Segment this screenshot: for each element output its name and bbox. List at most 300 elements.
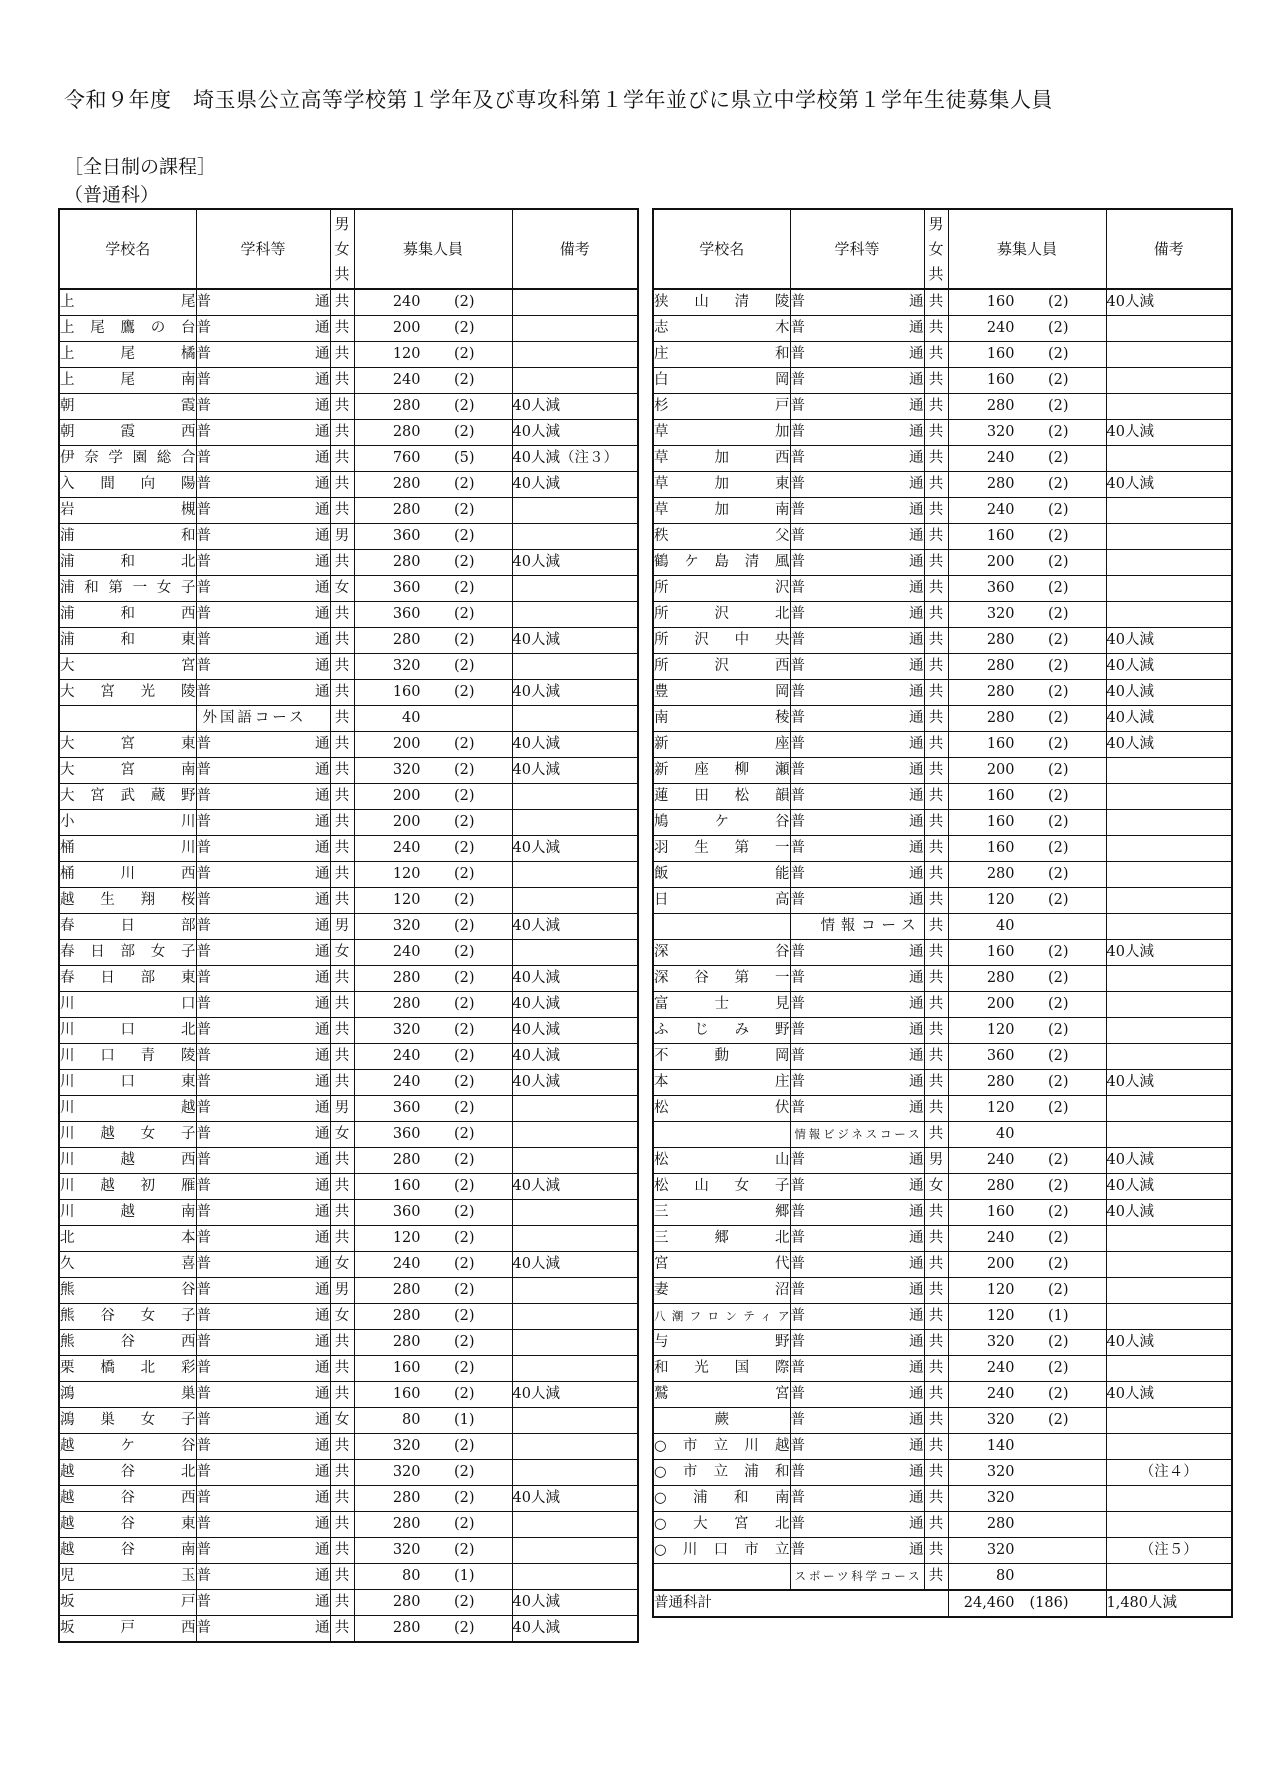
gender-type: 女 — [330, 1252, 354, 1278]
course-name: 普 通 — [790, 368, 924, 394]
capacity-value: 240 (2) — [948, 1356, 1106, 1382]
capacity-value: 80 (1) — [354, 1564, 512, 1590]
course-name: 普 通 — [196, 602, 330, 628]
capacity-value: 280 (2) — [354, 1304, 512, 1330]
gender-type: 共 — [924, 1226, 948, 1252]
school-name: ○市立川越 — [653, 1434, 790, 1460]
capacity-value: 280 (2) — [354, 1512, 512, 1538]
course-name: 普 通 — [790, 1096, 924, 1122]
gender-type: 男 — [924, 1148, 948, 1174]
school-name: 伊奈学園総合 — [59, 446, 196, 472]
school-name: 豊 岡 — [653, 680, 790, 706]
table-header-row — [59, 209, 638, 289]
course-name: 普 通 — [790, 1330, 924, 1356]
capacity-value: 760 (5) — [354, 446, 512, 472]
capacity-value: 160 (2) — [948, 810, 1106, 836]
table-row — [59, 1174, 638, 1200]
course-name: 普 通 — [196, 1434, 330, 1460]
school-name: 浦和北 — [59, 550, 196, 576]
capacity-value: 240 (2) — [354, 1070, 512, 1096]
school-name: 松山女子 — [653, 1174, 790, 1200]
school-name: 岩 槻 — [59, 498, 196, 524]
note-value: 40人減 — [512, 1590, 638, 1616]
course-name: 普 通 — [790, 758, 924, 784]
capacity-value: 240 (2) — [354, 1044, 512, 1070]
school-name: 越谷南 — [59, 1538, 196, 1564]
school-name: 鳩ケ谷 — [653, 810, 790, 836]
capacity-value: 280 (2) — [948, 966, 1106, 992]
note-value — [512, 888, 638, 914]
capacity-table-left — [58, 208, 639, 1643]
capacity-value: 320 — [948, 1486, 1106, 1512]
table-row — [653, 992, 1232, 1018]
school-name: 杉 戸 — [653, 394, 790, 420]
capacity-value: 120 (2) — [948, 1278, 1106, 1304]
gender-type: 共 — [924, 1252, 948, 1278]
capacity-value: 120 (2) — [948, 1018, 1106, 1044]
table-row — [59, 1590, 638, 1616]
gender-type: 共 — [924, 1538, 948, 1564]
school-name: 狭山清陵 — [653, 289, 790, 316]
table-row — [653, 316, 1232, 342]
school-name: 松 伏 — [653, 1096, 790, 1122]
course-header: 学科等 — [196, 209, 330, 289]
school-name: 鶴ケ島清風 — [653, 550, 790, 576]
note-value — [1106, 316, 1232, 342]
course-name: 普 通 — [790, 654, 924, 680]
school-name: 大宮南 — [59, 758, 196, 784]
note-value — [512, 1564, 638, 1590]
school-name: 入間向陽 — [59, 472, 196, 498]
course-name: 普 通 — [196, 1278, 330, 1304]
note-value — [1106, 368, 1232, 394]
table-row — [653, 706, 1232, 732]
table-row — [59, 472, 638, 498]
note-value — [1106, 1434, 1232, 1460]
note-value: 40人減 — [512, 966, 638, 992]
school-header: 学校名 — [59, 209, 196, 289]
table-row — [59, 316, 638, 342]
school-name: 鴻 巣 — [59, 1382, 196, 1408]
capacity-value: 240 (2) — [948, 1226, 1106, 1252]
course-name: 普 通 — [790, 628, 924, 654]
course-name: 普 通 — [196, 1616, 330, 1643]
gender-type: 共 — [330, 1616, 354, 1643]
capacity-value: 120 (2) — [948, 888, 1106, 914]
course-name: 普 通 — [196, 1408, 330, 1434]
capacity-value: 280 (2) — [948, 472, 1106, 498]
table-row — [59, 1538, 638, 1564]
school-name: 白 岡 — [653, 368, 790, 394]
course-name: 普 通 — [196, 524, 330, 550]
gender-type: 共 — [924, 1512, 948, 1538]
gender-type: 共 — [330, 1044, 354, 1070]
table-row — [59, 1070, 638, 1096]
gender-type: 女 — [330, 1408, 354, 1434]
note-value — [1106, 914, 1232, 940]
gender-type: 女 — [330, 1122, 354, 1148]
course-name: 普 通 — [196, 1538, 330, 1564]
note-value: 40人減 — [1106, 1200, 1232, 1226]
school-name: 不動岡 — [653, 1044, 790, 1070]
table-row — [653, 862, 1232, 888]
school-name: 大 宮 — [59, 654, 196, 680]
table-row — [653, 1434, 1232, 1460]
capacity-value: 160 (2) — [948, 524, 1106, 550]
school-name: 三郷北 — [653, 1226, 790, 1252]
gender-type: 共 — [924, 628, 948, 654]
capacity-value: 320 (2) — [354, 1538, 512, 1564]
course-name: 普 通 — [196, 1382, 330, 1408]
gender-type: 共 — [924, 680, 948, 706]
school-name: 川口青陵 — [59, 1044, 196, 1070]
gender-type: 男 — [330, 1278, 354, 1304]
gender-type: 共 — [924, 446, 948, 472]
course-name: 普 通 — [196, 1564, 330, 1590]
gender-type: 共 — [330, 420, 354, 446]
school-name: 新 座 — [653, 732, 790, 758]
capacity-value: 280 (2) — [948, 394, 1106, 420]
capacity-header: 募集人員 — [354, 209, 512, 289]
course-name: 情報コース — [790, 914, 924, 940]
table-row — [59, 1044, 638, 1070]
gender-type: 共 — [330, 862, 354, 888]
table-row — [59, 1434, 638, 1460]
table-row — [59, 1096, 638, 1122]
school-name: 上尾橘 — [59, 342, 196, 368]
school-name: 草加東 — [653, 472, 790, 498]
note-value: 40人減 — [1106, 1174, 1232, 1200]
gender-type: 共 — [330, 732, 354, 758]
note-value: 40人減 — [512, 1252, 638, 1278]
note-value — [1106, 784, 1232, 810]
school-name: 川越女子 — [59, 1122, 196, 1148]
note-value — [512, 1148, 638, 1174]
note-value — [1106, 1278, 1232, 1304]
capacity-value: 240 (2) — [948, 316, 1106, 342]
course-name: 普 通 — [790, 1538, 924, 1564]
note-value — [512, 1434, 638, 1460]
capacity-value: 280 — [948, 1512, 1106, 1538]
course-header: 学科等 — [790, 209, 924, 289]
gender-type: 共 — [330, 602, 354, 628]
note-value: 40人減 — [1106, 940, 1232, 966]
gender-type: 共 — [924, 394, 948, 420]
table-row — [653, 1538, 1232, 1564]
school-name: 熊 谷 — [59, 1278, 196, 1304]
table-row — [59, 1460, 638, 1486]
course-name: 普 通 — [790, 1486, 924, 1512]
capacity-value: 200 (2) — [948, 992, 1106, 1018]
course-name: 普 通 — [790, 524, 924, 550]
course-name: 普 通 — [196, 368, 330, 394]
table-row — [653, 498, 1232, 524]
school-name: ○大宮北 — [653, 1512, 790, 1538]
course-name: 普 通 — [196, 654, 330, 680]
capacity-value: 120 (2) — [948, 1096, 1106, 1122]
note-value: 40人減 — [512, 1174, 638, 1200]
gender-type: 共 — [330, 550, 354, 576]
table-row — [653, 524, 1232, 550]
note-value — [512, 784, 638, 810]
note-value: 40人減 — [1106, 732, 1232, 758]
course-name: 普 通 — [196, 1018, 330, 1044]
table-row — [653, 1486, 1232, 1512]
note-value — [512, 1330, 638, 1356]
capacity-value: 320 — [948, 1538, 1106, 1564]
gender-type: 共 — [330, 1590, 354, 1616]
gender-type: 共 — [330, 1460, 354, 1486]
course-name: 普 通 — [790, 1356, 924, 1382]
table-row — [653, 940, 1232, 966]
gender-type: 共 — [330, 446, 354, 472]
school-name: 日 高 — [653, 888, 790, 914]
table-row — [653, 1564, 1232, 1591]
school-name: 宮 代 — [653, 1252, 790, 1278]
table-row — [59, 1018, 638, 1044]
school-name — [653, 1564, 790, 1591]
table-row — [59, 888, 638, 914]
note-value: 40人減 — [1106, 1070, 1232, 1096]
capacity-value: 280 (2) — [948, 862, 1106, 888]
table-row — [653, 446, 1232, 472]
note-value: 40人減 — [1106, 289, 1232, 316]
note-value: （注４） — [1106, 1460, 1232, 1486]
note-value — [1106, 1356, 1232, 1382]
table-row — [59, 1616, 638, 1643]
table-row — [59, 862, 638, 888]
gender-type: 共 — [330, 342, 354, 368]
note-value: 40人減 — [1106, 680, 1232, 706]
capacity-value: 320 (2) — [354, 1018, 512, 1044]
gender-type: 共 — [330, 1538, 354, 1564]
capacity-value: 280 (2) — [354, 628, 512, 654]
gender-type: 女 — [330, 940, 354, 966]
capacity-value: 200 (2) — [354, 732, 512, 758]
school-name: 秩 父 — [653, 524, 790, 550]
capacity-value: 200 (2) — [948, 1252, 1106, 1278]
note-value: 40人減 — [512, 1044, 638, 1070]
school-name: ○市立浦和 — [653, 1460, 790, 1486]
table-row — [653, 342, 1232, 368]
gender-type: 共 — [924, 758, 948, 784]
course-name: 普 通 — [196, 732, 330, 758]
capacity-value: 240 (2) — [354, 940, 512, 966]
capacity-value: 240 (2) — [354, 289, 512, 316]
course-name: 普 通 — [790, 446, 924, 472]
capacity-value: 280 (2) — [354, 1278, 512, 1304]
course-name: 普 通 — [790, 940, 924, 966]
course-name: 普 通 — [196, 289, 330, 316]
note-value — [512, 1096, 638, 1122]
gender-type: 共 — [924, 1460, 948, 1486]
table-row — [59, 576, 638, 602]
gender-type: 男 — [330, 914, 354, 940]
school-name: 和光国際 — [653, 1356, 790, 1382]
school-name: 川 口 — [59, 992, 196, 1018]
course-name: 普 通 — [196, 1304, 330, 1330]
note-value: 40人減 — [1106, 472, 1232, 498]
table-row — [653, 394, 1232, 420]
note-value: 40人減 — [1106, 706, 1232, 732]
course-name: 普 通 — [196, 576, 330, 602]
gender-type: 共 — [330, 784, 354, 810]
table-row — [59, 1252, 638, 1278]
capacity-value: 360 (2) — [354, 524, 512, 550]
note-value — [1106, 342, 1232, 368]
course-name: 普 通 — [790, 1226, 924, 1252]
course-name: 普 通 — [196, 628, 330, 654]
course-name: 普 通 — [196, 680, 330, 706]
note-value: 40人減 — [512, 758, 638, 784]
school-name: 久 喜 — [59, 1252, 196, 1278]
table-row — [59, 602, 638, 628]
school-name: 川越初雁 — [59, 1174, 196, 1200]
table-row — [653, 888, 1232, 914]
table-row — [653, 1148, 1232, 1174]
note-value — [1106, 810, 1232, 836]
school-name: 熊谷西 — [59, 1330, 196, 1356]
note-value — [1106, 1018, 1232, 1044]
document-title: 令和９年度 埼玉県公立高等学校第１学年及び専攻科第１学年並びに県立中学校第１学年生徒募集人員 — [64, 88, 1053, 112]
capacity-value: 320 (2) — [354, 914, 512, 940]
table-row — [59, 940, 638, 966]
school-name: 所 沢 — [653, 576, 790, 602]
school-name: 上尾鷹の台 — [59, 316, 196, 342]
table-row — [59, 1226, 638, 1252]
capacity-value: 280 (2) — [948, 654, 1106, 680]
capacity-value: 280 (2) — [354, 1486, 512, 1512]
table-row — [653, 1070, 1232, 1096]
note-value: 40人減 — [1106, 654, 1232, 680]
gender-type: 共 — [924, 888, 948, 914]
capacity-value: 360 (2) — [354, 1096, 512, 1122]
gender-type: 共 — [330, 628, 354, 654]
capacity-value: 240 (2) — [948, 498, 1106, 524]
school-name: 八潮フロンティア — [653, 1304, 790, 1330]
note-value — [512, 602, 638, 628]
gender-type: 共 — [924, 550, 948, 576]
course-name: 普 通 — [790, 1174, 924, 1200]
table-row — [653, 1200, 1232, 1226]
table-row — [653, 966, 1232, 992]
school-name: 越生翔桜 — [59, 888, 196, 914]
note-value — [1106, 992, 1232, 1018]
table-row — [59, 628, 638, 654]
gender-type: 共 — [330, 498, 354, 524]
capacity-value: 160 (2) — [354, 1382, 512, 1408]
note-value — [512, 1356, 638, 1382]
table-row — [59, 1382, 638, 1408]
total-capacity: 24,460 (186) — [948, 1590, 1106, 1617]
table-row — [653, 758, 1232, 784]
table-row — [653, 1252, 1232, 1278]
course-name: 普 通 — [790, 1070, 924, 1096]
table-row — [653, 1044, 1232, 1070]
table-row — [653, 836, 1232, 862]
table-row — [59, 1330, 638, 1356]
note-value: 40人減 — [512, 1616, 638, 1643]
gender-type: 共 — [924, 940, 948, 966]
note-value — [512, 576, 638, 602]
gender-type: 共 — [330, 472, 354, 498]
table-row — [59, 1278, 638, 1304]
course-name: 普 通 — [790, 1434, 924, 1460]
school-name: 浦 和 — [59, 524, 196, 550]
school-name: 鷲 宮 — [653, 1382, 790, 1408]
school-name: 飯 能 — [653, 862, 790, 888]
course-name: 外国語コース — [196, 706, 330, 732]
course-name: 普 通 — [790, 289, 924, 316]
course-name: 普 通 — [196, 888, 330, 914]
school-name: 熊谷女子 — [59, 1304, 196, 1330]
gender-type: 共 — [330, 966, 354, 992]
school-name: 坂 戸 — [59, 1590, 196, 1616]
capacity-value: 240 (2) — [354, 836, 512, 862]
school-name: 大宮東 — [59, 732, 196, 758]
gender-type: 共 — [924, 576, 948, 602]
table-row — [653, 914, 1232, 940]
course-name: 普 通 — [196, 1174, 330, 1200]
capacity-value: 80 — [948, 1564, 1106, 1591]
gender-type: 共 — [924, 1122, 948, 1148]
gender-type: 共 — [924, 602, 948, 628]
note-value — [1106, 966, 1232, 992]
table-row — [653, 1460, 1232, 1486]
school-name: 浦和西 — [59, 602, 196, 628]
gender-type: 共 — [330, 1434, 354, 1460]
gender-type: 共 — [924, 1096, 948, 1122]
course-name: 普 通 — [196, 1070, 330, 1096]
note-header: 備考 — [512, 209, 638, 289]
gender-type: 共 — [330, 706, 354, 732]
course-name: 普 通 — [196, 862, 330, 888]
table-row — [653, 1304, 1232, 1330]
table-row — [653, 1356, 1232, 1382]
table-row — [59, 524, 638, 550]
table-row — [653, 1330, 1232, 1356]
note-value — [1106, 1304, 1232, 1330]
note-value — [1106, 862, 1232, 888]
school-name: 北 本 — [59, 1226, 196, 1252]
gender-type: 共 — [924, 966, 948, 992]
gender-type: 女 — [330, 576, 354, 602]
note-value — [1106, 550, 1232, 576]
gender-type: 共 — [330, 1018, 354, 1044]
capacity-value: 120 (2) — [354, 342, 512, 368]
gender-type: 共 — [924, 862, 948, 888]
gender-type: 共 — [924, 1278, 948, 1304]
school-name: 越ケ谷 — [59, 1434, 196, 1460]
note-value: 40人減 — [1106, 1330, 1232, 1356]
note-value — [512, 862, 638, 888]
note-value — [512, 810, 638, 836]
note-value — [512, 498, 638, 524]
capacity-value: 160 (2) — [948, 342, 1106, 368]
gender-type: 共 — [924, 1200, 948, 1226]
table-row — [59, 289, 638, 316]
table-row — [653, 732, 1232, 758]
school-name: 朝霞西 — [59, 420, 196, 446]
gender-type: 共 — [924, 1564, 948, 1591]
gender-type: 共 — [924, 472, 948, 498]
capacity-value: 320 — [948, 1460, 1106, 1486]
capacity-value: 280 (2) — [354, 1590, 512, 1616]
gender-type: 共 — [924, 836, 948, 862]
table-row — [653, 1018, 1232, 1044]
capacity-value: 120 (2) — [354, 888, 512, 914]
table-row — [59, 654, 638, 680]
